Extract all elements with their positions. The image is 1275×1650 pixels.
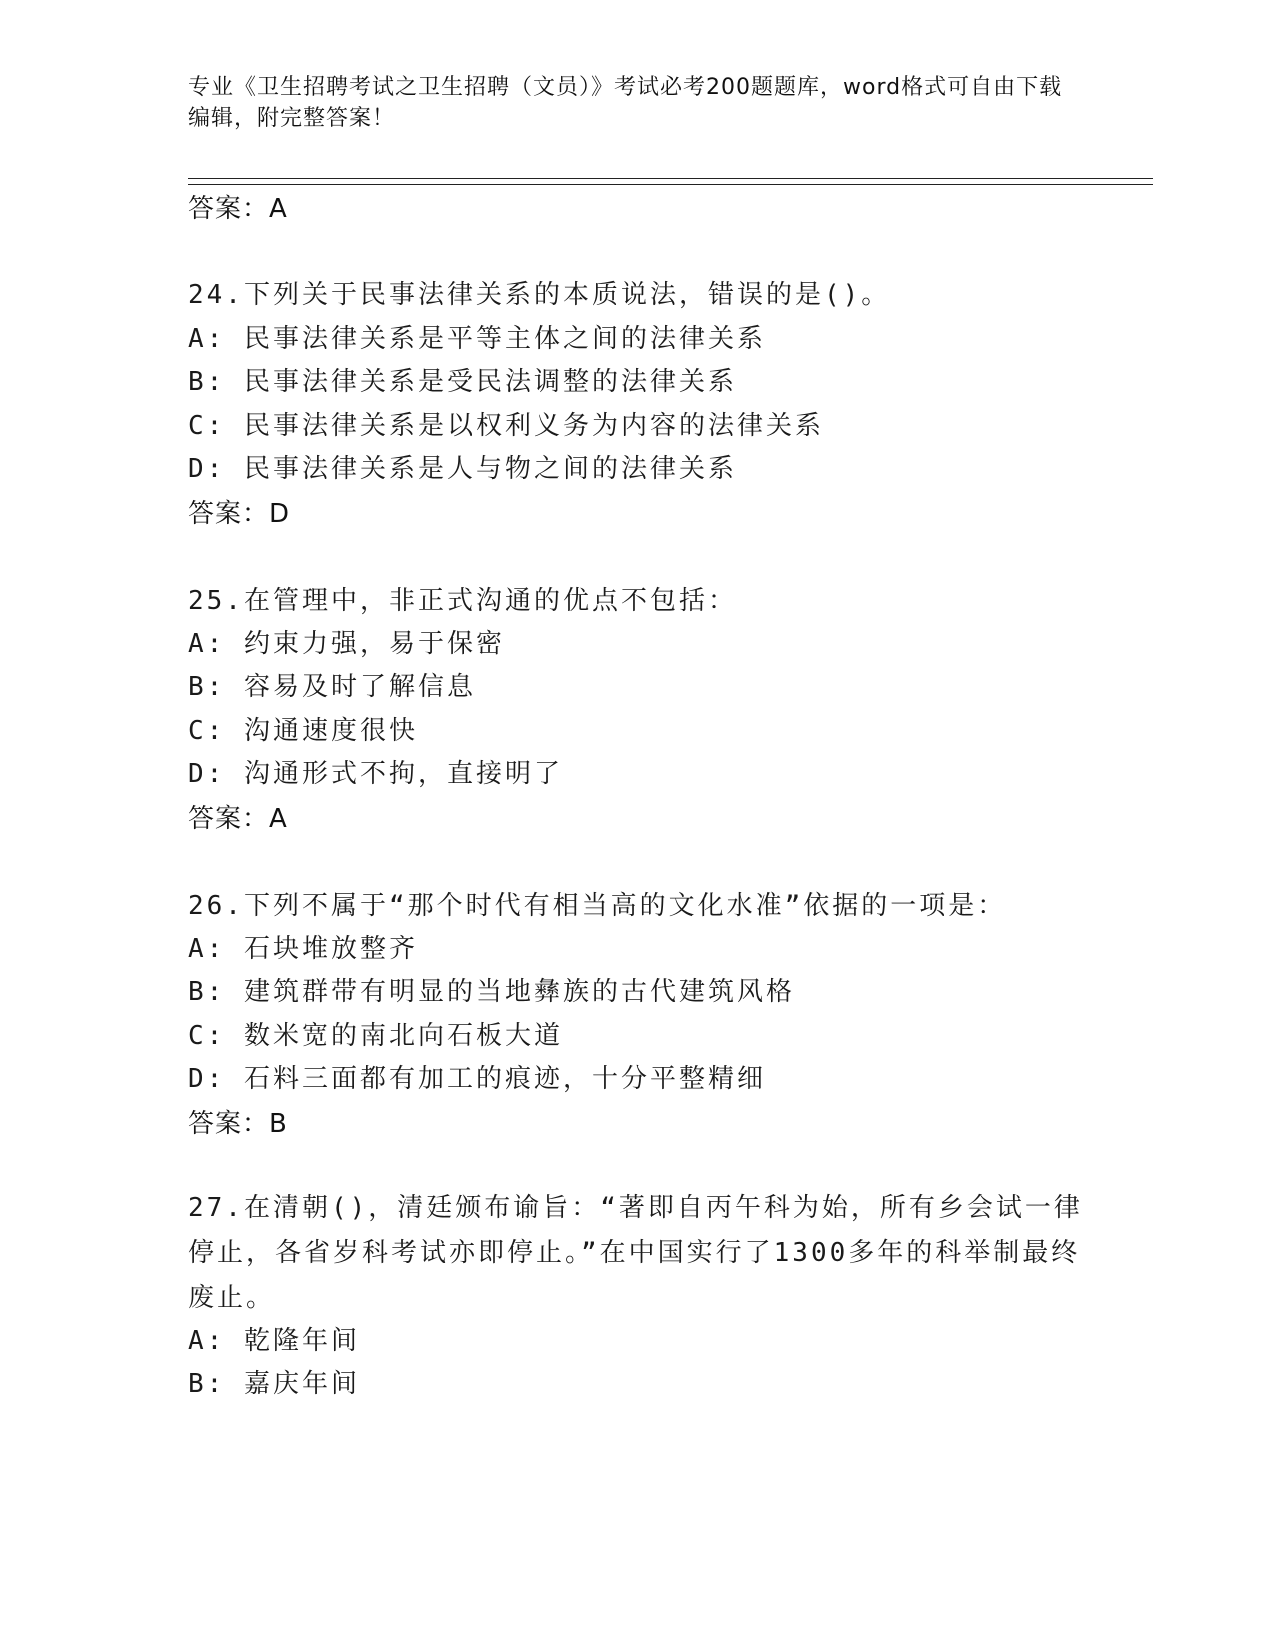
option-d: D: 石料三面都有加工的痕迹，十分平整精细 [188,1064,766,1094]
option-c: C: 沟通速度很快 [188,716,418,746]
option-b: B: 容易及时了解信息 [188,672,476,702]
question-stem: 27.在清朝()，清廷颁布谕旨：“著即自丙午科为始，所有乡会试一律停止，各省岁科考试亦即停止。”在中国实行了1300多年的科举制最终废止。 [188,1193,1083,1313]
option-b: B: 民事法律关系是受民法调整的法律关系 [188,367,737,397]
option-d: D: 民事法律关系是人与物之间的法律关系 [188,454,737,484]
header-divider [188,178,1153,179]
answer-line: 答案：A [188,804,288,834]
option-a: A: 乾隆年间 [188,1326,360,1356]
option-d: D: 沟通形式不拘，直接明了 [188,759,563,789]
question-stem: 26.下列不属于“那个时代有相当高的文化水准”依据的一项是： [188,891,1007,921]
answer-line: 答案：D [188,499,291,529]
document-header [188,72,1068,134]
option-c: C: 数米宽的南北向石板大道 [188,1021,563,1051]
question-stem: 25.在管理中，非正式沟通的优点不包括： [188,586,737,616]
answer-line: 答案：A [188,194,288,224]
option-b: B: 嘉庆年间 [188,1369,360,1399]
option-a: A: 民事法律关系是平等主体之间的法律关系 [188,324,766,354]
option-b: B: 建筑群带有明显的当地彝族的古代建筑风格 [188,977,795,1007]
header-divider-double [188,184,1153,185]
option-a: A: 约束力强，易于保密 [188,629,505,659]
option-a: A: 石块堆放整齐 [188,934,418,964]
answer-line: 答案：B [188,1109,288,1139]
option-c: C: 民事法律关系是以权利义务为内容的法律关系 [188,411,824,441]
question-stem: 24.下列关于民事法律关系的本质说法，错误的是()。 [188,280,891,310]
header-text: 专业《卫生招聘考试之卫生招聘（文员）》考试必考200题题库，word格式可自由下载编辑，附完整答案！ [188,75,1063,131]
